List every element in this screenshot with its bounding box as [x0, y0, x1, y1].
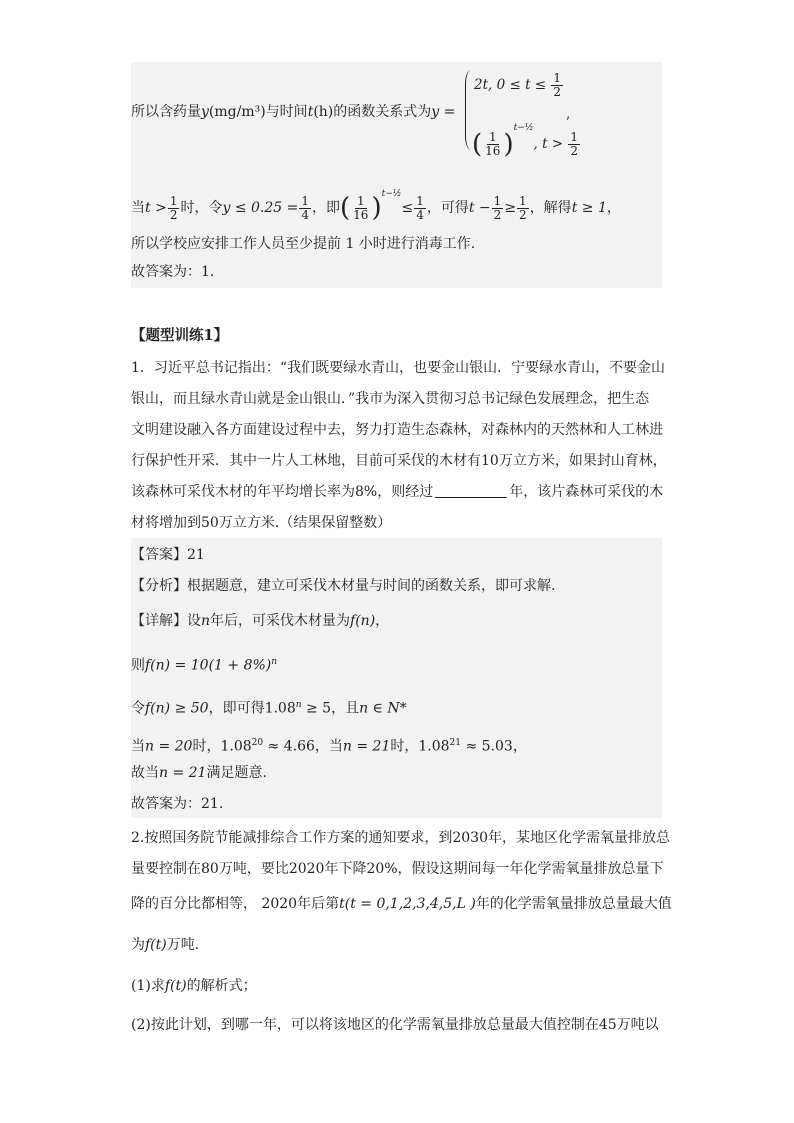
problem1-line-6: 材将增加到50万立方米.（结果保留整数）: [131, 515, 392, 531]
problem2-line-1: 2.按照国务院节能减排综合工作方案的通知要求，到2030年，某地区化学需氧量排放总: [131, 830, 670, 846]
problem2-question-1: (1)求f(t)的解析式；: [131, 978, 257, 994]
answer-text: 故答案为：1.: [131, 264, 215, 280]
problem1-final: 故答案为：21.: [131, 796, 224, 812]
problem2-line-3: 降的百分比都相等， 2020年后第t(t = 0,1,2,3,4,5,L )年的化学需氧量排放总量最大值: [131, 896, 672, 912]
problem1-line-2: 银山，而且绿水青山就是金山银山．”我市为深入贯彻习总书记绿色发展理念，把生态: [131, 391, 650, 407]
fraction-half: $\frac{1}{2}$: [553, 71, 562, 99]
piecewise-brace-tip: [459, 106, 466, 114]
fraction-half: $\frac{1}{2}$: [570, 130, 579, 158]
piecewise-case-2: ( $\frac{1}{16}$ )$^{t-\frac{1}{2}}$, t > $\frac{1}{2}$: [472, 123, 579, 160]
problem1-line-4: 行保护性开采．其中一片人工林地，目前可采伐的木材有10万立方米，如果封山育林，: [131, 453, 667, 469]
problem2-question-2: (2)按此计划，到哪一年，可以将该地区的化学需氧量排放总量最大值控制在45万吨以: [131, 1017, 659, 1033]
problem1-step-1: 则$f(n) = 10(1 + 8\%)^n$: [131, 657, 278, 674]
problem1-line-1: 1．习近平总书记指出：“我们既要绿水青山，也要金山银山．宁要绿水青山，不要金山: [131, 360, 666, 376]
section-title: 【题型训练1】: [131, 327, 229, 344]
problem1-answer: 【答案】21: [131, 547, 205, 563]
problem2-line-2: 量要控制在80万吨，要比2020年下降20%，假设这期间每一年化学需氧量排放总量下: [131, 861, 664, 877]
answer-blank[interactable]: [435, 483, 507, 498]
conclusion-text: 所以学校应安排工作人员至少提前 1 小时进行消毒工作.: [131, 236, 476, 252]
problem1-analysis: 【分析】根据题意，建立可采伐木材量与时间的函数关系，即可求解.: [131, 578, 556, 594]
fraction-one-sixteenth: $\frac{1}{16}$: [485, 130, 501, 158]
problem1-line-5: 该森林可采伐木材的年平均增长率为8%，则经过 年，该片森林可采伐的木: [131, 484, 664, 500]
condition-line: 当t > $\frac{1}{2}$ 时，令y ≤ 0.25 = $\frac{1}{4}$ ，即( $\frac{1}{16}$ )$^{t-\frac{1}{2}}$≤ $\frac{1}{4}$ ，可得t − $\frac{1}{2}$ ≥ $\frac{1}{2}$ ，解得t ≥ 1，: [131, 189, 621, 223]
piecewise-brace: [465, 70, 472, 150]
problem1-step-3: 当n = 20时，$1.08^{20} \approx 4.66$，当n = 21时，$1.08^{21} \approx 5.03$，: [131, 738, 527, 755]
problem1-line-3: 文明建设融入各方面建设过程中去，努力打造生态森林，对森林内的天然林和人工林进: [131, 422, 663, 438]
solution-shade-top: [131, 62, 662, 288]
problem1-step-2: 令f(n) ≥ 50，即可得$1.08^n \ge 5$，且n ∈ N*: [131, 700, 407, 717]
relation-line: 所以含药量y(mg/m³)与时间t(h)的函数关系式为y =: [131, 104, 456, 120]
trailing-comma: ,: [566, 106, 571, 122]
problem1-detail: 【详解】设n年后，可采伐木材量为f(n)，: [131, 613, 390, 629]
problem1-step-4: 故当n = 21满足题意.: [131, 765, 267, 781]
piecewise-case-1: 2t, 0 ≤ t ≤ $\frac{1}{2}$: [474, 71, 562, 99]
problem2-line-4: 为f(t)万吨．: [131, 937, 209, 953]
